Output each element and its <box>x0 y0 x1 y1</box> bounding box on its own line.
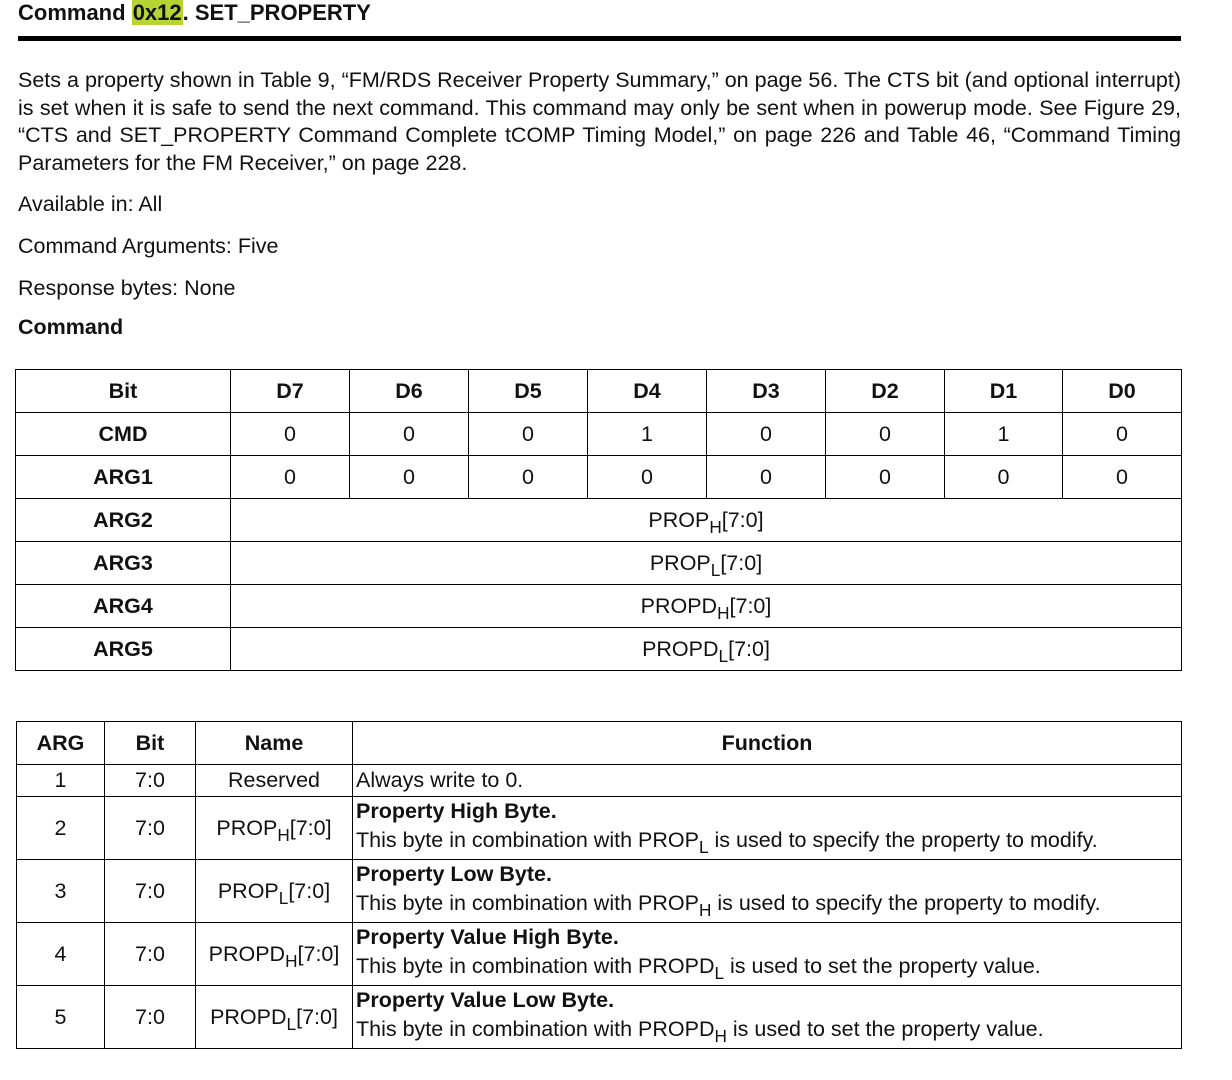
field-range: [7:0] <box>729 593 772 618</box>
header-cell: D6 <box>350 370 469 413</box>
row-label: ARG3 <box>16 542 231 585</box>
bit-cell: 0 <box>945 456 1063 499</box>
bit-range-cell: 7:0 <box>105 797 196 860</box>
function-cell <box>353 923 1182 986</box>
command-arguments: Command Arguments: Five <box>18 234 279 258</box>
function-desc-tail: is used to set the property value. <box>726 1017 1044 1041</box>
header-cell: D5 <box>469 370 588 413</box>
function-title: Property Value High Byte. <box>356 925 619 949</box>
name-range: [7:0] <box>296 1004 338 1029</box>
merged-field-cell <box>231 585 1182 628</box>
function-desc-tail: is used to specify the property to modify. <box>711 891 1101 915</box>
field-base: PROPD <box>640 593 718 618</box>
header-cell: ARG <box>17 722 105 765</box>
function-desc-tail: is used to specify the property to modify. <box>708 828 1098 852</box>
heading-rule <box>18 36 1181 41</box>
table-header-row <box>17 722 1182 765</box>
bit-range-cell: 7:0 <box>105 986 196 1049</box>
arg-cell: 2 <box>17 797 105 860</box>
name-cell: Reserved <box>196 765 353 797</box>
page-title <box>18 0 1181 28</box>
function-desc: This byte in combination with PROP <box>356 828 699 852</box>
field-range: [7:0] <box>728 636 770 661</box>
description-paragraph: Sets a property shown in Table 9, “FM/RDS Receiver Property Summary,” on page 56. The CTS bit (and optional interrupt) is set when it is safe to send the next command. This command may only be sent when in powerup mode. See Figure 29, “CTS and SET_PROPERTY Command Complete tCOMP Timing Model,” on page 226 and Table 46, “Command Timing Parameters for the FM Receiver,” on page 228. <box>18 68 1181 175</box>
table-row <box>17 860 1182 923</box>
name-cell <box>196 986 353 1049</box>
table-row <box>17 797 1182 860</box>
row-label: CMD <box>16 413 231 456</box>
bit-cell: 1 <box>588 413 707 456</box>
bit-cell: 0 <box>826 413 945 456</box>
name-base: PROP <box>217 878 279 903</box>
name-subscript: H <box>285 950 298 971</box>
table-row <box>16 499 1182 542</box>
highlighted-command-code: 0x12 <box>132 0 182 25</box>
table-row <box>17 986 1182 1049</box>
header-cell: Bit <box>16 370 231 413</box>
table-row <box>16 456 1182 499</box>
function-cell <box>353 986 1182 1049</box>
function-desc-subscript: H <box>698 900 712 921</box>
name-cell <box>196 860 353 923</box>
name-cell <box>196 797 353 860</box>
bit-cell: 0 <box>1063 413 1182 456</box>
function-cell: Always write to 0. <box>353 765 1182 797</box>
header-cell: D1 <box>945 370 1063 413</box>
table-row <box>16 585 1182 628</box>
heading-suffix: . SET_PROPERTY <box>182 0 371 25</box>
table-row <box>16 542 1182 585</box>
row-label: ARG5 <box>16 628 231 671</box>
name-range: [7:0] <box>288 878 331 903</box>
bit-cell: 0 <box>707 456 826 499</box>
arg-cell: 3 <box>17 860 105 923</box>
arg-cell: 5 <box>17 986 105 1049</box>
bit-cell: 0 <box>588 456 707 499</box>
row-label: ARG4 <box>16 585 231 628</box>
bit-range-cell: 7:0 <box>105 765 196 797</box>
bit-cell: 0 <box>707 413 826 456</box>
bit-range-cell: 7:0 <box>105 923 196 986</box>
field-range: [7:0] <box>721 507 764 532</box>
command-section-heading: Command <box>18 315 124 339</box>
field-subscript: H <box>709 516 722 537</box>
table-row <box>16 628 1182 671</box>
row-label: ARG1 <box>16 456 231 499</box>
bit-cell: 0 <box>350 413 469 456</box>
field-base: PROP <box>649 550 711 575</box>
argument-table <box>16 721 1182 1049</box>
response-bytes: Response bytes: None <box>18 276 236 300</box>
name-subscript: H <box>277 824 290 845</box>
function-title: Property High Byte. <box>356 799 557 823</box>
bit-cell: 1 <box>945 413 1063 456</box>
name-range: [7:0] <box>297 941 340 966</box>
field-base: PROPD <box>642 636 719 661</box>
merged-field-cell <box>231 499 1182 542</box>
heading-prefix: Command <box>18 0 132 25</box>
header-cell: D3 <box>707 370 826 413</box>
table-row <box>17 923 1182 986</box>
header-cell: D4 <box>588 370 707 413</box>
table-header-row <box>16 370 1182 413</box>
function-cell <box>353 797 1182 860</box>
available-in: Available in: All <box>18 192 163 216</box>
merged-field-cell <box>231 542 1182 585</box>
command-bit-table <box>15 369 1182 671</box>
bit-range-cell: 7:0 <box>105 860 196 923</box>
merged-field-cell <box>231 628 1182 671</box>
header-cell: D0 <box>1063 370 1182 413</box>
function-title: Property Value Low Byte. <box>356 988 615 1012</box>
field-range: [7:0] <box>720 550 763 575</box>
function-desc-tail: is used to set the property value. <box>724 954 1041 978</box>
bit-cell: 0 <box>231 456 350 499</box>
arg-cell: 1 <box>17 765 105 797</box>
function-desc-subscript: L <box>714 963 725 984</box>
name-cell <box>196 923 353 986</box>
document-page <box>18 0 1181 1047</box>
function-desc: This byte in combination with PROPD <box>356 954 715 978</box>
name-base: PROPD <box>210 1004 287 1029</box>
field-subscript: L <box>710 559 721 580</box>
row-label: ARG2 <box>16 499 231 542</box>
name-subscript: L <box>278 887 289 908</box>
arg-cell: 4 <box>17 923 105 986</box>
bit-cell: 0 <box>469 413 588 456</box>
table-row <box>17 765 1182 797</box>
function-desc-subscript: H <box>714 1026 727 1047</box>
name-base: PROP <box>216 815 278 840</box>
bit-cell: 0 <box>350 456 469 499</box>
function-desc: This byte in combination with PROP <box>356 891 699 915</box>
header-cell: D2 <box>826 370 945 413</box>
function-cell <box>353 860 1182 923</box>
function-desc-subscript: L <box>698 837 709 858</box>
bit-cell: 0 <box>1063 456 1182 499</box>
header-cell: D7 <box>231 370 350 413</box>
field-subscript: H <box>717 602 730 623</box>
table-row <box>16 413 1182 456</box>
bit-cell: 0 <box>826 456 945 499</box>
function-desc: This byte in combination with PROPD <box>356 1017 715 1041</box>
bit-cell: 0 <box>469 456 588 499</box>
header-cell: Bit <box>105 722 196 765</box>
function-title: Property Low Byte. <box>356 862 552 886</box>
header-cell: Name <box>196 722 353 765</box>
name-base: PROPD <box>208 941 286 966</box>
name-range: [7:0] <box>289 815 332 840</box>
name-subscript: L <box>286 1013 297 1034</box>
bit-cell: 0 <box>231 413 350 456</box>
header-cell: Function <box>353 722 1182 765</box>
field-base: PROP <box>648 507 710 532</box>
field-subscript: L <box>718 645 729 666</box>
